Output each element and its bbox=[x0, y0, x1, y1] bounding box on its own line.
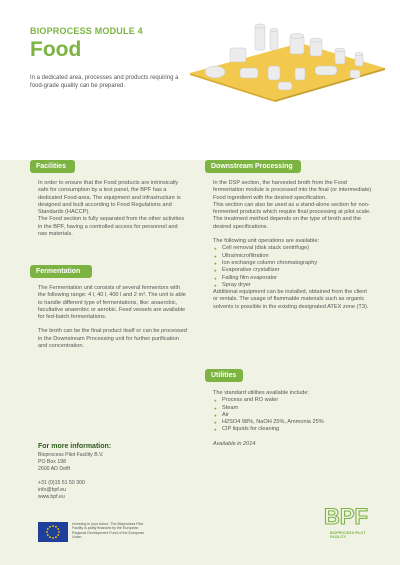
downstream-heading: Downstream Processing bbox=[205, 160, 301, 173]
contact-line: PO Box 198 bbox=[38, 459, 66, 465]
fermentation-paragraph: The broth can be the final product itself or can be processed in the Downstream Processing unit for further purification and concentration. bbox=[38, 328, 187, 350]
list-item: ● Process and RO water bbox=[213, 397, 373, 404]
contact-line: Bioprocess Pilot Facility B.V. bbox=[38, 452, 104, 458]
utilities-list-intro: The standard utilities available include: bbox=[213, 390, 310, 396]
facilities-paragraph: The Food section is fully separated from the other activities in the BPF, having a controlled access for personnel and raw materials. bbox=[38, 216, 185, 238]
facilities-paragraph: In order to ensure that the Food products are intrinsically safe for consumption by a test panel, the BPF has a dedicated Food-area. The equipment and infrastructure is designed and built according to Food Regulations and Standards (HACCP). bbox=[38, 180, 181, 216]
list-item: ● Steam bbox=[213, 405, 373, 412]
list-item: ● Air bbox=[213, 412, 373, 419]
utilities-text bbox=[213, 390, 373, 448]
intro-text: In a dedicated area, processes and products requiring a food-grade quality can be prepared. bbox=[30, 75, 179, 89]
eu-funding-text: Investing in your future. The Bioprocess Pilot Facility is partly financed by the European Regional Development Fund of the European Union. bbox=[72, 522, 145, 540]
eu-flag-icon bbox=[38, 522, 68, 542]
header-area bbox=[0, 0, 400, 160]
downstream-list-intro: The following unit operations are available: bbox=[213, 238, 320, 245]
logo-subtitle: BIOPROCESS PILOT FACILITY bbox=[330, 531, 366, 540]
downstream-paragraph: This section can also be used as a stand-alone section for non-fermented products which require final processing at pilot scale. The treatment method depends on the type of broth and the desired specifications. bbox=[213, 201, 371, 230]
contact-spacer bbox=[38, 473, 104, 480]
list-item: ● Evaporative crystallizer bbox=[213, 267, 373, 274]
utilities-heading: Utilities bbox=[205, 369, 243, 382]
fermentation-heading: Fermentation bbox=[30, 265, 92, 278]
unit-operations-list bbox=[213, 245, 373, 289]
contact-title: For more information: bbox=[38, 443, 112, 450]
downstream-paragraph: In the DSP section, the harvested broth from the Food fermentation module is processed into the final (or intermediate) Food ingredient with the desired specification. bbox=[213, 180, 372, 201]
list-item: ● CIP liquids for cleaning bbox=[213, 426, 373, 433]
list-item: ● Falling film evaporator bbox=[213, 275, 373, 282]
contact-line: 2600 AD Delft bbox=[38, 466, 71, 472]
facilities-heading: Facilities bbox=[30, 160, 75, 173]
downstream-closing: Additional equipment can be installed, obtained from the client or rentals. The usage of flammable materials such as organic solvents is possible in the existing designated ATEX zone (T3). bbox=[213, 289, 369, 310]
contact-email[interactable]: info@bpf.eu bbox=[38, 487, 67, 493]
list-item: ● Ion exchange column chromatography bbox=[213, 260, 373, 267]
fermentation-text bbox=[38, 285, 188, 350]
downstream-text bbox=[213, 180, 373, 311]
contact-block bbox=[38, 452, 104, 501]
availability-note: Available in 2014 bbox=[213, 440, 256, 447]
list-item: ● Ultra/microfiltration bbox=[213, 253, 373, 260]
module-label: BIOPROCESS MODULE 4 bbox=[30, 26, 143, 36]
utilities-list bbox=[213, 397, 373, 433]
facility-illustration bbox=[170, 18, 395, 103]
fermentation-paragraph: The Fermentation unit consists of several fermentors with the following range: 4 l, 40 l, 400 l and 2 m³. The unit is able to handle different type of fermentations, like: anaerobic, facultative anaerobic or aerobic. Feed vessels are available for fed-batch fermentations. bbox=[38, 285, 186, 321]
logo-mark: BPF bbox=[324, 504, 368, 529]
contact-phone: +31 (0)15 51 50 300 bbox=[38, 480, 85, 486]
bpf-logo bbox=[322, 500, 368, 530]
contact-website[interactable]: www.bpf.eu bbox=[38, 494, 65, 500]
list-item: ● Cell removal (disk stack centrifuge) bbox=[213, 245, 373, 252]
list-item: ● H2SO4 98%, NaOH 25%, Ammonia 25% bbox=[213, 419, 373, 426]
facilities-text bbox=[38, 180, 188, 238]
list-item: ● Spray dryer bbox=[213, 282, 373, 289]
page-title: Food bbox=[30, 38, 82, 61]
